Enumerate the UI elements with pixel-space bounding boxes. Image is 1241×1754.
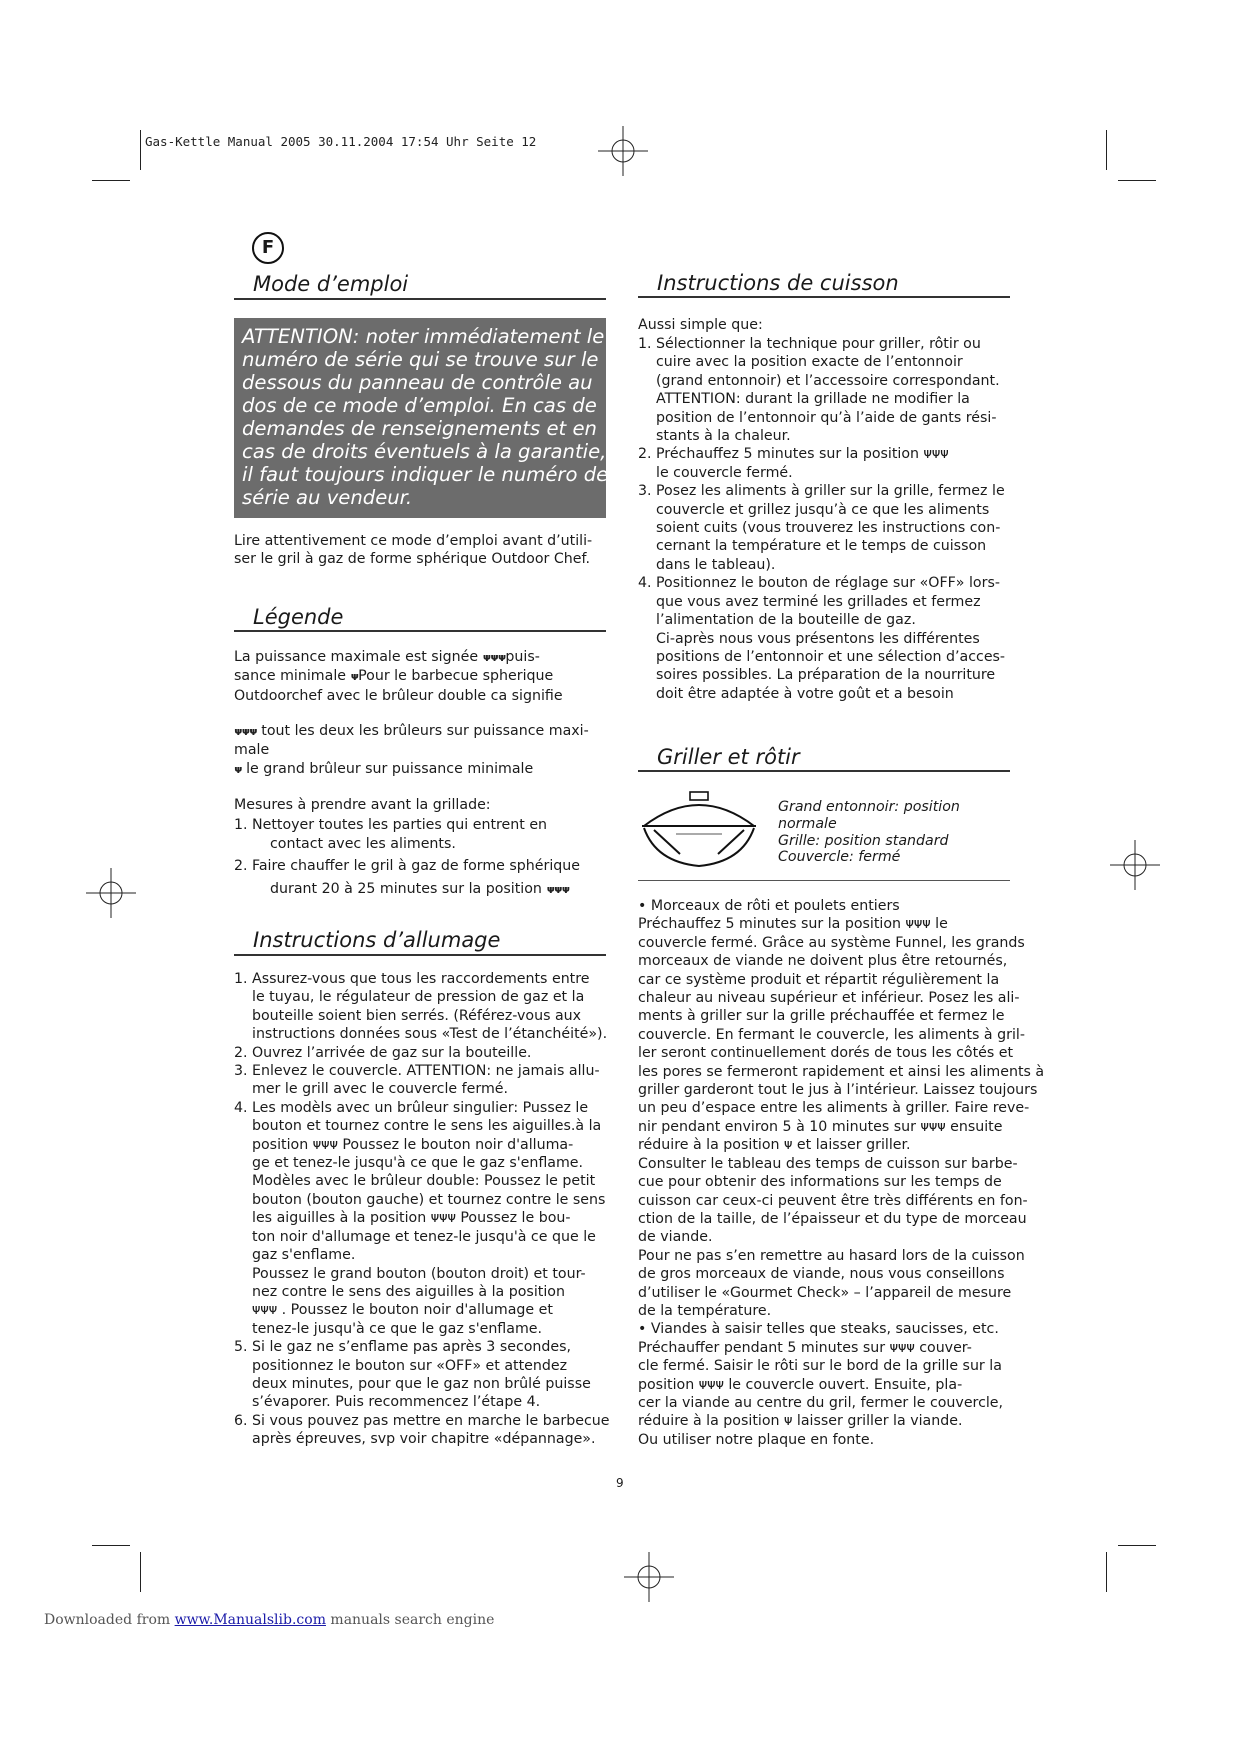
list-line: Les modèls avec un brûleur singulier: Pussez le xyxy=(252,1099,589,1116)
flame-max-icon: ᴪᴪᴪ xyxy=(482,651,506,664)
list-number: 2. xyxy=(638,446,652,463)
body-line: d’utiliser le «Gourmet Check» – l’appareil de mesure xyxy=(638,1284,1012,1301)
cuisson-intro: Aussi simple que: xyxy=(638,317,763,333)
body-line: griller garderont tout le jus à l’intérieur. Laissez toujours xyxy=(638,1082,1038,1099)
body-line: Préchauffer pendant 5 minutes sur ᴪᴪᴪ couver- xyxy=(638,1339,972,1356)
heading-rule xyxy=(638,296,1010,298)
body-line: cue pour obtenir des informations sur les temps de xyxy=(638,1174,1002,1191)
list-line: Posez les aliments à griller sur la grille, fermez le xyxy=(656,483,1005,500)
list-number: 4. xyxy=(638,575,652,592)
crop-mark xyxy=(140,1552,141,1592)
body-line: de gros morceaux de viande, nous vous conseillons xyxy=(638,1266,1005,1283)
list-line: soient cuits (vous trouverez les instructions con- xyxy=(656,520,1001,537)
list-item: 2. Faire chauffer le gril à gaz de forme sphérique durant 20 à 25 minutes sur la position ᴪᴪᴪ xyxy=(234,858,581,897)
list-item xyxy=(234,970,610,1044)
flame-min-icon: ᴪ xyxy=(350,670,359,684)
list-item xyxy=(234,1062,610,1099)
body-line: les pores se fermeront rapidement et ainsi les aliments à xyxy=(638,1063,1045,1080)
body-line: ction de la taille, de l’épaisseur et du type de morceau xyxy=(638,1210,1027,1227)
list-number: 3. xyxy=(638,483,652,500)
list-item xyxy=(638,335,1005,445)
list-line: ton noir d'allumage et tenez-le jusqu'à ce que le xyxy=(252,1228,596,1245)
body-line: chaleur au niveau supérieur et inférieur. Posez les ali- xyxy=(638,990,1020,1007)
intro-paragraph: Lire attentivement ce mode d’emploi avant d’utili- ser le gril à gaz de forme sphérique Outdoor Chef. xyxy=(234,533,593,568)
body-line: Préchauffez 5 minutes sur la position ᴪᴪᴪ le xyxy=(638,916,948,933)
body-line: Consulter le tableau des temps de cuisson sur barbe- xyxy=(638,1155,1018,1172)
flame-both-icon: ᴪᴪᴪ xyxy=(234,725,257,738)
heading-rule xyxy=(234,630,606,632)
print-slug: Gas-Kettle Manual 2005 30.11.2004 17:54 Uhr Seite 12 xyxy=(145,134,537,149)
list-line: nez contre le sens des aiguilles à la position xyxy=(252,1283,565,1300)
list-line: Préchauffez 5 minutes sur la position ᴪᴪᴪ xyxy=(656,446,949,463)
list-line: deux minutes, pour que le gaz non brûlé puisse xyxy=(252,1375,591,1392)
list-number: 1. xyxy=(234,971,248,987)
body-line: nir pendant environ 5 à 10 minutes sur ᴪᴪᴪ ensuite xyxy=(638,1118,1003,1135)
list-number: 2. xyxy=(234,1044,248,1061)
flame-big-icon: ᴪ xyxy=(234,762,242,776)
list-line: position ᴪᴪᴪ Poussez le bouton noir d'alluma- xyxy=(252,1136,574,1153)
body-line: de viande. xyxy=(638,1229,713,1246)
crop-mark xyxy=(1106,130,1107,170)
registration-mark-icon xyxy=(624,1552,674,1602)
mode-heading: Mode d’emploi xyxy=(253,272,409,296)
registration-mark-icon xyxy=(598,126,648,176)
list-line: gaz s'enflame. xyxy=(252,1247,356,1264)
legend-text: La puissance maximale est signée ᴪᴪᴪpuis- sance minimale ᴪPour le barbecue spherique Outdoorchef avec le brûleur double ca signifie xyxy=(234,649,563,704)
allumage-list xyxy=(234,970,610,1449)
body-line: morceaux de viande ne doivent plus être retournés, xyxy=(638,953,1008,970)
list-line: position de l’entonnoir qu’à l’aide de gants rési- xyxy=(656,409,997,426)
list-line: après épreuves, svp voir chapitre «dépannage». xyxy=(252,1431,596,1448)
list-line: (grand entonnoir) et l’accessoire correspondant. xyxy=(656,372,1000,389)
list-item xyxy=(638,574,1005,703)
grill-caption: Grand entonnoir: position normale Grille: position standard Couvercle: fermé xyxy=(778,799,960,866)
list-line: cuire avec la position exacte de l’entonnoir xyxy=(656,354,963,371)
list-line: que vous avez terminé les grillades et fermez xyxy=(656,593,981,610)
flame-both-icon: ᴪᴪᴪ xyxy=(546,882,570,896)
griller-heading: Griller et rôtir xyxy=(657,745,800,769)
body-line: ments à griller sur la grille préchauffée et fermez le xyxy=(638,1008,1005,1025)
warning-text: ATTENTION: noter immédiatement le numéro de série qui se trouve sur le dessous du panneau de contrôle au dos de ce mode d’emploi. En cas de demandes de renseignements et en cas de droits éventuels à la garantie, il faut toujours indiquer le numéro de série au vendeur. xyxy=(242,325,609,509)
list-line: ᴪᴪᴪ . Poussez le bouton noir d'allumage et xyxy=(252,1302,553,1319)
list-line: Assurez-vous que tous les raccordements entre xyxy=(252,971,590,987)
kettle-grill-icon xyxy=(636,790,762,870)
list-line: le couvercle fermé. xyxy=(656,464,793,481)
body-line: réduire à la position ᴪ et laisser griller. xyxy=(638,1137,911,1154)
cuisson-heading: Instructions de cuisson xyxy=(657,271,899,295)
list-line: s’évaporer. Puis recommencez l’étape 4. xyxy=(252,1394,541,1411)
heading-rule xyxy=(234,954,606,956)
list-line: Sélectionner la technique pour griller, rôtir ou xyxy=(656,336,981,352)
crop-mark xyxy=(1106,1552,1107,1592)
list-item: 1. Nettoyer toutes les parties qui entrent en contact avec les aliments. xyxy=(234,817,548,852)
list-item xyxy=(234,1099,610,1338)
list-item xyxy=(638,482,1005,574)
list-number: 3. xyxy=(234,1063,248,1080)
body-line: Ou utiliser notre plaque en fonte. xyxy=(638,1431,875,1448)
legend-heading: Légende xyxy=(253,605,344,629)
cuisson-list xyxy=(638,335,1005,703)
mesures-title: Mesures à prendre avant la grillade: xyxy=(234,797,491,813)
allumage-heading: Instructions d’allumage xyxy=(253,928,501,952)
list-line: ATTENTION: durant la grillade ne modifier la xyxy=(656,391,970,408)
list-item xyxy=(234,1044,610,1062)
list-line: Enlevez le couvercle. ATTENTION: ne jamais allu- xyxy=(252,1063,600,1080)
list-line: le tuyau, le régulateur de pression de gaz et la xyxy=(252,989,585,1006)
list-item xyxy=(234,1338,610,1412)
list-line: couvercle et grillez jusqu’à ce que les aliments xyxy=(656,501,990,518)
crop-mark xyxy=(140,130,141,170)
list-line: les aiguilles à la position ᴪᴪᴪ Poussez le bou- xyxy=(252,1210,571,1227)
heading-rule xyxy=(234,298,606,300)
legend-double-burner: ᴪᴪᴪ tout les deux les brûleurs sur puissance maxi- male ᴪ le grand brûleur sur puissance minimale xyxy=(234,723,589,777)
body-line: Pour ne pas s’en remettre au hasard lors de la cuisson xyxy=(638,1247,1025,1264)
body-line: car ce système produit et répartit régulièrement la xyxy=(638,971,1000,988)
body-line: réduire à la position ᴪ laisser griller la viande. xyxy=(638,1413,963,1430)
list-line: dans le tableau). xyxy=(656,556,776,573)
list-line: Poussez le grand bouton (bouton droit) et tour- xyxy=(252,1265,586,1282)
list-line: l’alimentation de la bouteille de gaz. xyxy=(656,612,916,629)
list-line: positionnez le bouton sur «OFF» et attendez xyxy=(252,1357,568,1374)
list-line: doit être adaptée à votre goût et a besoin xyxy=(656,685,954,702)
body-line: ler seront continuellement dorés de tous les côtés et xyxy=(638,1045,1014,1062)
crop-mark xyxy=(92,180,130,181)
list-line: instructions données sous «Test de l’étanchéité»). xyxy=(252,1026,608,1043)
body-line: cuisson car ceux-ci peuvent être très différents en fon- xyxy=(638,1192,1028,1209)
list-line: stants à la chaleur. xyxy=(656,428,791,445)
list-line: bouton (bouton gauche) et tournez contre le sens xyxy=(252,1191,606,1208)
body-line: cer la viande au centre du gril, fermer le couvercle, xyxy=(638,1394,1004,1411)
divider xyxy=(638,880,1010,881)
list-line: tenez-le jusqu'à ce que le gaz s'enflame. xyxy=(252,1320,542,1337)
body-line: couvercle. En fermant le couvercle, les aliments à gril- xyxy=(638,1026,1025,1043)
list-line: mer le grill avec le couvercle fermé. xyxy=(252,1081,509,1098)
mesures-list xyxy=(234,796,580,899)
list-number: 1. xyxy=(638,336,652,352)
registration-mark-icon xyxy=(86,868,136,918)
list-line: Si le gaz ne s’enflame pas après 3 secondes, xyxy=(252,1339,572,1356)
body-line: un peu d’espace entre les aliments à griller. Faire reve- xyxy=(638,1100,1030,1117)
download-footer: Downloaded from www.Manualslib.com manuals search engine xyxy=(44,1612,495,1628)
list-number: 6. xyxy=(234,1412,248,1429)
list-line: bouteille soient bien serrés. (Référez-vous aux xyxy=(252,1007,582,1024)
body-line: de la température. xyxy=(638,1302,772,1319)
list-item xyxy=(234,1412,610,1449)
page-number: 9 xyxy=(616,1476,624,1490)
list-number: 4. xyxy=(234,1099,248,1116)
body-line: couvercle fermé. Grâce au système Funnel, les grands xyxy=(638,934,1025,951)
crop-mark xyxy=(92,1545,130,1546)
crop-mark xyxy=(1118,1545,1156,1546)
manualslib-link[interactable]: www.Manualslib.com xyxy=(174,1612,326,1628)
body-line: • Morceaux de rôti et poulets entiers xyxy=(638,898,900,914)
list-line: Ci-après nous vous présentons les différentes xyxy=(656,630,980,647)
list-line: ge et tenez-le jusqu'à ce que le gaz s'enflame. xyxy=(252,1155,584,1172)
crop-mark xyxy=(1118,180,1156,181)
list-line: Si vous pouvez pas mettre en marche le barbecue xyxy=(252,1412,610,1429)
list-line: soires possibles. La préparation de la nourriture xyxy=(656,667,996,684)
list-line: Ouvrez l’arrivée de gaz sur la bouteille. xyxy=(252,1044,532,1061)
list-number: 5. xyxy=(234,1339,248,1356)
list-item xyxy=(638,445,1005,482)
griller-body xyxy=(638,897,1044,1449)
body-line: • Viandes à saisir telles que steaks, saucisses, etc. xyxy=(638,1321,999,1338)
body-line: position ᴪᴪᴪ le couvercle ouvert. Ensuite, pla- xyxy=(638,1376,963,1393)
registration-mark-icon xyxy=(1110,840,1160,890)
list-line: Positionnez le bouton de réglage sur «OFF» lors- xyxy=(656,575,1000,592)
list-line: positions de l’entonnoir et une sélection d’acces- xyxy=(656,648,1006,665)
list-line: bouton et tournez contre le sens les aiguilles.à la xyxy=(252,1118,602,1135)
list-line: cernant la température et le temps de cuisson xyxy=(656,538,987,555)
list-line: Modèles avec le brûleur double: Poussez le petit xyxy=(252,1173,596,1190)
language-badge: F xyxy=(252,232,284,264)
body-line: cle fermé. Saisir le rôti sur le bord de la grille sur la xyxy=(638,1358,1002,1375)
heading-rule xyxy=(638,770,1010,772)
